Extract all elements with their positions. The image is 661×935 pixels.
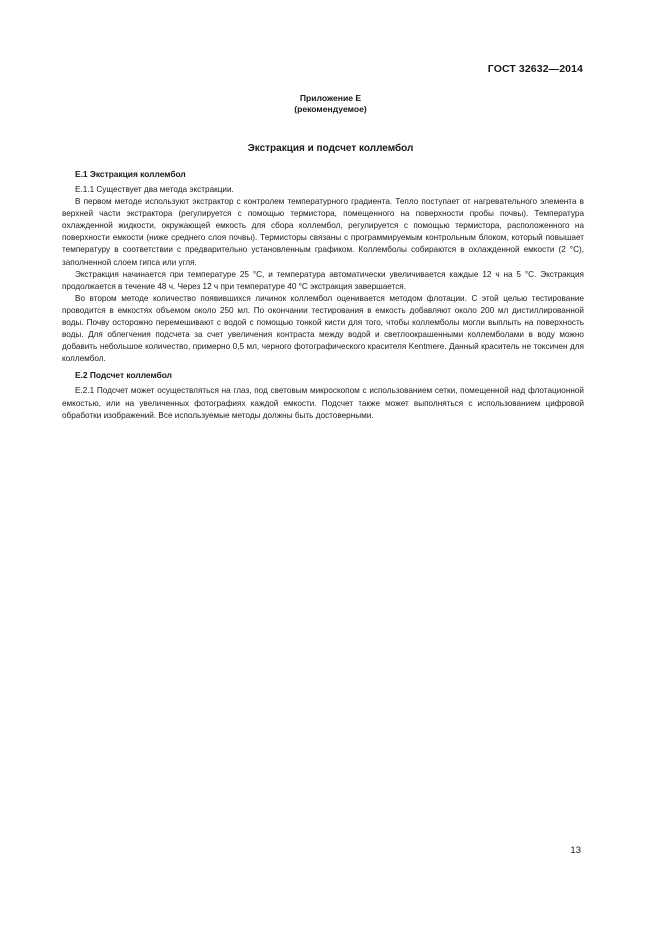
paragraph: Е.2.1 Подсчет может осуществляться на глаз, под световым микроскопом с использованием сетки, помещенной над флотационной емкостью, или на увеличенных фотографиях каждой емкости. Подсчет также может выполняться с использованием цифровой обработки изображений. Все используемые методы должны быть достоверными. bbox=[62, 386, 584, 420]
standard-code: ГОСТ 32632—2014 bbox=[487, 63, 583, 75]
document-body bbox=[62, 169, 584, 422]
paragraph: Во втором методе количество появившихся личинок коллембол оценивается методом флотации. С этой целью тестирование проводится в емкостях объемом около 250 мл. По окончании тестирования в емкость добавляют около 200 мл дистиллированной воды. Почву осторожно перемешивают с водой с помощью тонкой кисти для того, чтобы коллемболы могли выплыть на поверхность воды. Для облегчения подсчета за счет увеличения контраста между водой и светлоокрашенными коллемболами в воду можно добавить небольшое количество, примерно 0,5 мл, черного фотографического красителя Kentmere. Данный краситель не токсичен для коллембол. bbox=[62, 293, 584, 364]
paragraph: В первом методе используют экстрактор с контролем температурного градиента. Тепло поступает от нагревательного элемента в верхней части экстрактора (регулируется с помощью термистора, помещенного на поверхности пробы почвы). Температура охлажденной жидкости, окружающей емкость для сбора коллембол, регулируется с помощью термистора, расположенного на поверхности емкости (ниже среднего слоя почвы). Термисторы связаны с программируемым контрольным блоком, который повышает температуру в соответствии с предварительно установленным графиком. Коллемболы собираются в охлажденной емкости (2 °С), заполненной слоем гипса или угля. bbox=[62, 197, 584, 267]
appendix-heading bbox=[0, 93, 661, 115]
appendix-title: Приложение Е bbox=[299, 93, 362, 103]
page-title: Экстракция и подсчет коллембол bbox=[247, 143, 414, 154]
section-extraction bbox=[62, 169, 584, 365]
appendix-subtitle: (рекомендуемое) bbox=[294, 104, 367, 114]
section-title: Е.2 Подсчет коллембол bbox=[75, 370, 172, 381]
page-number: 13 bbox=[570, 845, 581, 856]
section-counting bbox=[62, 370, 584, 421]
paragraph: Е.1.1 Существует два метода экстракции. bbox=[75, 185, 234, 194]
section-title: Е.1 Экстракция коллембол bbox=[75, 169, 186, 179]
paragraph: Экстракция начинается при температуре 25 °С, и температура автоматически увеличивается каждые 12 ч на 5 °С. Экстракция продолжается в течение 48 ч. Через 12 ч при температуре 40 °С экстракция завершается. bbox=[62, 269, 584, 291]
